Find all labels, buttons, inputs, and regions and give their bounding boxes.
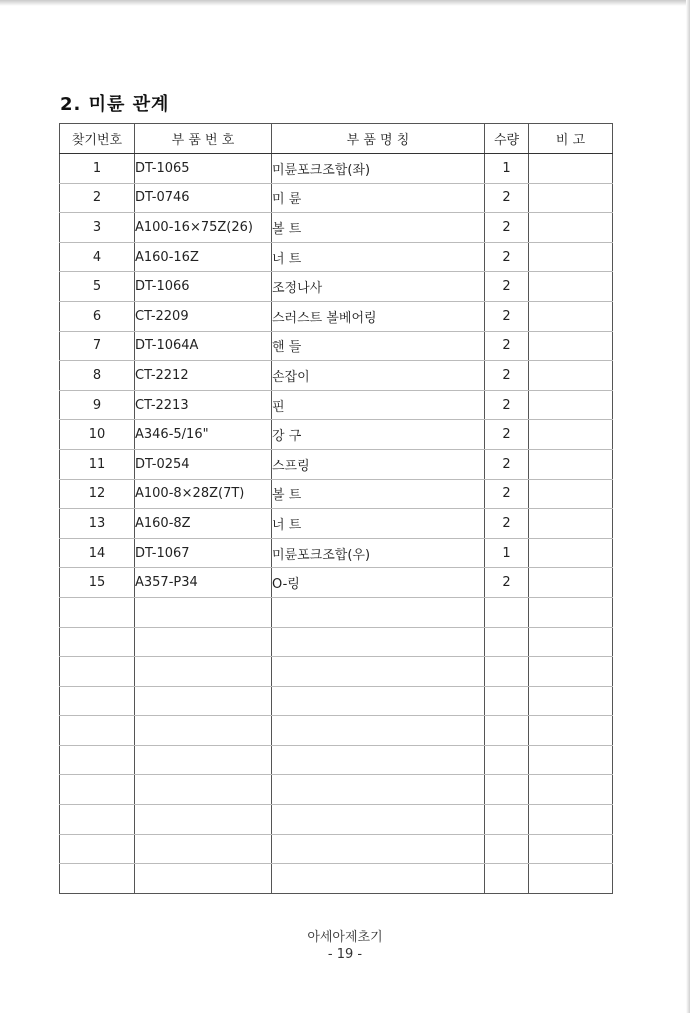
cell-part-number: A160-8Z xyxy=(135,509,272,539)
cell-quantity xyxy=(485,745,529,775)
cell-part-name: 미륜포크조합(좌) xyxy=(272,154,485,184)
cell-part-name xyxy=(272,745,485,775)
cell-find-number: 12 xyxy=(60,479,135,509)
table-row xyxy=(60,568,613,598)
cell-find-number: 4 xyxy=(60,242,135,272)
cell-remarks xyxy=(529,745,613,775)
cell-part-number xyxy=(135,775,272,805)
table-row xyxy=(60,686,613,716)
cell-part-name: 볼 트 xyxy=(272,213,485,243)
cell-part-name xyxy=(272,716,485,746)
table-row xyxy=(60,154,613,184)
header-part-name: 부 품 명 칭 xyxy=(272,124,485,154)
table-row xyxy=(60,805,613,835)
cell-remarks xyxy=(529,864,613,894)
cell-part-number: A100-16×75Z(26) xyxy=(135,213,272,243)
cell-part-name xyxy=(272,864,485,894)
cell-remarks xyxy=(529,242,613,272)
page-edge-shadow xyxy=(0,0,690,6)
table-row xyxy=(60,449,613,479)
cell-quantity: 2 xyxy=(485,390,529,420)
cell-remarks xyxy=(529,597,613,627)
cell-quantity xyxy=(485,716,529,746)
cell-find-number: 13 xyxy=(60,509,135,539)
cell-part-name xyxy=(272,627,485,657)
cell-find-number xyxy=(60,805,135,835)
cell-remarks xyxy=(529,213,613,243)
cell-part-number: A100-8×28Z(7T) xyxy=(135,479,272,509)
cell-remarks xyxy=(529,390,613,420)
cell-part-name: 조정나사 xyxy=(272,272,485,302)
cell-part-number xyxy=(135,834,272,864)
cell-part-name: 스프링 xyxy=(272,449,485,479)
cell-find-number xyxy=(60,775,135,805)
cell-part-number: DT-1067 xyxy=(135,538,272,568)
cell-part-name xyxy=(272,805,485,835)
cell-part-name xyxy=(272,775,485,805)
cell-remarks xyxy=(529,272,613,302)
cell-quantity xyxy=(485,805,529,835)
cell-quantity: 2 xyxy=(485,361,529,391)
table-row xyxy=(60,716,613,746)
cell-find-number: 5 xyxy=(60,272,135,302)
cell-remarks xyxy=(529,805,613,835)
table-row xyxy=(60,183,613,213)
cell-part-number: CT-2212 xyxy=(135,361,272,391)
table-row xyxy=(60,775,613,805)
cell-part-number: CT-2209 xyxy=(135,301,272,331)
table-row xyxy=(60,509,613,539)
cell-find-number xyxy=(60,834,135,864)
cell-quantity xyxy=(485,864,529,894)
cell-part-number xyxy=(135,716,272,746)
table-row xyxy=(60,864,613,894)
cell-part-number: A357-P34 xyxy=(135,568,272,598)
footer-page-number: - 19 - xyxy=(327,947,363,962)
cell-find-number: 15 xyxy=(60,568,135,598)
cell-part-number xyxy=(135,745,272,775)
cell-part-number: DT-1066 xyxy=(135,272,272,302)
cell-remarks xyxy=(529,479,613,509)
cell-part-name xyxy=(272,597,485,627)
cell-remarks xyxy=(529,509,613,539)
table-row xyxy=(60,597,613,627)
header-find-number: 찾기번호 xyxy=(60,124,135,154)
cell-part-number xyxy=(135,627,272,657)
cell-part-name: 강 구 xyxy=(272,420,485,450)
cell-quantity: 2 xyxy=(485,183,529,213)
cell-part-name: 너 트 xyxy=(272,242,485,272)
cell-part-number xyxy=(135,686,272,716)
cell-remarks xyxy=(529,331,613,361)
cell-find-number: 8 xyxy=(60,361,135,391)
cell-part-number: A160-16Z xyxy=(135,242,272,272)
cell-part-name xyxy=(272,834,485,864)
cell-part-number: CT-2213 xyxy=(135,390,272,420)
cell-remarks xyxy=(529,301,613,331)
cell-quantity: 2 xyxy=(485,568,529,598)
cell-part-number xyxy=(135,864,272,894)
cell-remarks xyxy=(529,361,613,391)
cell-remarks xyxy=(529,183,613,213)
cell-remarks xyxy=(529,775,613,805)
parts-table xyxy=(59,123,613,894)
cell-part-number: DT-0254 xyxy=(135,449,272,479)
cell-quantity: 2 xyxy=(485,479,529,509)
cell-find-number xyxy=(60,657,135,687)
table-row xyxy=(60,390,613,420)
cell-remarks xyxy=(529,686,613,716)
cell-remarks xyxy=(529,154,613,184)
table-row xyxy=(60,627,613,657)
cell-part-number xyxy=(135,657,272,687)
cell-find-number xyxy=(60,627,135,657)
cell-quantity: 2 xyxy=(485,420,529,450)
cell-quantity: 2 xyxy=(485,449,529,479)
footer-maker: 아세아제초기 xyxy=(307,930,383,945)
cell-find-number: 14 xyxy=(60,538,135,568)
cell-quantity xyxy=(485,657,529,687)
cell-quantity: 2 xyxy=(485,213,529,243)
cell-find-number: 9 xyxy=(60,390,135,420)
cell-find-number: 3 xyxy=(60,213,135,243)
cell-part-name xyxy=(272,686,485,716)
cell-part-name: 볼 트 xyxy=(272,479,485,509)
header-remarks: 비 고 xyxy=(529,124,613,154)
table-row xyxy=(60,479,613,509)
table-row xyxy=(60,657,613,687)
cell-part-number: DT-1064A xyxy=(135,331,272,361)
table-row xyxy=(60,331,613,361)
cell-find-number xyxy=(60,597,135,627)
header-part-number: 부 품 번 호 xyxy=(135,124,272,154)
cell-part-number xyxy=(135,805,272,835)
table-row xyxy=(60,538,613,568)
table-row xyxy=(60,272,613,302)
table-row xyxy=(60,834,613,864)
cell-find-number: 6 xyxy=(60,301,135,331)
cell-quantity xyxy=(485,597,529,627)
cell-quantity: 2 xyxy=(485,331,529,361)
parts-table-body xyxy=(60,154,613,894)
cell-quantity: 2 xyxy=(485,301,529,331)
table-row xyxy=(60,745,613,775)
cell-part-number: A346-5/16" xyxy=(135,420,272,450)
cell-quantity: 2 xyxy=(485,509,529,539)
cell-quantity xyxy=(485,627,529,657)
table-row xyxy=(60,242,613,272)
cell-part-name: 너 트 xyxy=(272,509,485,539)
cell-find-number: 2 xyxy=(60,183,135,213)
cell-part-name: 핀 xyxy=(272,390,485,420)
cell-quantity: 1 xyxy=(485,538,529,568)
cell-find-number: 1 xyxy=(60,154,135,184)
cell-quantity xyxy=(485,775,529,805)
page-edge-shadow-right xyxy=(686,0,690,1013)
cell-find-number xyxy=(60,716,135,746)
cell-remarks xyxy=(529,627,613,657)
cell-part-number xyxy=(135,597,272,627)
cell-part-number: DT-1065 xyxy=(135,154,272,184)
cell-part-number: DT-0746 xyxy=(135,183,272,213)
cell-quantity xyxy=(485,834,529,864)
table-row xyxy=(60,361,613,391)
section-title: 2. 미륜 관계 xyxy=(60,94,170,115)
cell-part-name: 스러스트 볼베어링 xyxy=(272,301,485,331)
cell-quantity xyxy=(485,686,529,716)
cell-remarks xyxy=(529,834,613,864)
cell-find-number: 11 xyxy=(60,449,135,479)
cell-remarks xyxy=(529,420,613,450)
cell-part-name: 미륜포크조합(우) xyxy=(272,538,485,568)
cell-part-name: 핸 들 xyxy=(272,331,485,361)
cell-part-name: 미 륜 xyxy=(272,183,485,213)
header-quantity: 수량 xyxy=(485,124,529,154)
cell-remarks xyxy=(529,568,613,598)
cell-find-number: 7 xyxy=(60,331,135,361)
cell-quantity: 2 xyxy=(485,272,529,302)
cell-find-number: 10 xyxy=(60,420,135,450)
cell-part-name: 손잡이 xyxy=(272,361,485,391)
table-header-row xyxy=(60,124,613,154)
cell-quantity: 1 xyxy=(485,154,529,184)
cell-find-number xyxy=(60,686,135,716)
table-row xyxy=(60,213,613,243)
cell-remarks xyxy=(529,449,613,479)
cell-part-name xyxy=(272,657,485,687)
cell-remarks xyxy=(529,657,613,687)
cell-quantity: 2 xyxy=(485,242,529,272)
cell-remarks xyxy=(529,716,613,746)
cell-part-name: O-링 xyxy=(272,568,485,598)
table-row xyxy=(60,301,613,331)
table-row xyxy=(60,420,613,450)
cell-find-number xyxy=(60,864,135,894)
cell-remarks xyxy=(529,538,613,568)
cell-find-number xyxy=(60,745,135,775)
